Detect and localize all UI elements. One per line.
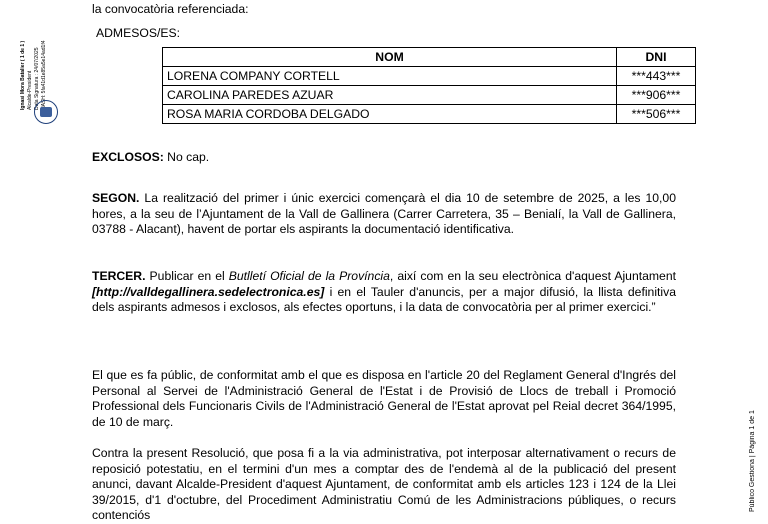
sede-link[interactable]: [http://valldegallinera.sedelectronica.es] [92,284,325,299]
segon-text: La realització del primer i únic exercici començarà el dia 10 de setembre de 2025, a les 10,00 hores, a la seu de l’Ajuntament de la Vall de Gallinera (Carrer Carretera, 35 – Benialí, la Vall de Gallinera, 03788 - Alacant), havent de portar els aspirants la documentació identificativa. [92,191,676,236]
cell-nom: CAROLINA PAREDES AZUAR [163,86,617,105]
municipal-seal-icon [34,100,58,124]
tercer-text-a: Publicar en el [145,269,229,283]
tercer-text-e: i en el Tauler d'anuncis, per a major difusió, la llista definitiva dels aspirants admesos i exclosos, als efectes oportuns, i la data de convocatòria per al primer exercici.” [92,284,676,314]
cell-dni: ***506*** [617,105,696,124]
cell-nom: ROSA MARIA CORDOBA DELGADO [163,105,617,124]
admesos-heading: ADMESOS/ES: [96,26,180,40]
contra-paragraph: Contra la present Resolució, que posa fi a la via administrativa, pot interposar alternativament o recurs de reposició potestatiu, en el termini d'un mes a comptar des de l'endemà al de la publicació del present anunci, davant Alcalde-President d'aquest Ajuntament, de conformitat amb els articles 123 i 124 de la Llei 39/2015, d'1 d'octubre, del Procediment Administratiu Comú de les Administracions públiques, o recurs contenciós [92,446,676,522]
table-row [163,67,696,86]
table-row [163,86,696,105]
tercer-paragraph [92,269,676,316]
cell-dni: ***443*** [617,67,696,86]
signature-date: Data Signatura : 24/07/2025 [34,47,40,110]
exclosos-paragraph [92,150,209,166]
admesos-table [162,47,696,124]
cell-nom: LORENA COMPANY CORTELL [163,67,617,86]
bulletin-name: Butlletí Oficial de la Província [228,269,390,283]
exclosos-label: EXCLOSOS: [92,150,164,164]
public-paragraph: El que es fa públic, de conformitat amb el que es disposa en l'article 20 del Reglament General d'Ingrés del Personal al Servei de l'Administració General de l'Estat i de Provisió de Llocs de treball i Promoció Professional dels Funcionaris Civils de l'Administració General de l'Estat aprovat pel Reial decret 364/1995, de 10 de març. [92,368,676,429]
tercer-label: TERCER. [92,269,146,283]
intro-text: la convocatòria referenciada: [92,2,249,16]
page-footer-note: Público Gestiona | Página 1 de 1 [749,410,756,512]
table-header-row [163,48,696,67]
exclosos-value: No cap. [163,150,210,164]
tercer-text-c: , així com en la seu electrònica d'aquest Ajuntament [389,269,676,283]
signature-role: Alcalde-President [27,70,33,110]
segon-paragraph [92,191,676,238]
signature-signer: Ignasi Mora Batalier ( 1 de 1 ) [20,40,26,110]
table-row [163,105,696,124]
signature-hash: HASH: 5fa41d1e85a5e14ad1f4 [41,40,47,110]
signature-block [20,30,68,110]
cell-dni: ***906*** [617,86,696,105]
column-header-nom: NOM [163,48,617,67]
column-header-dni: DNI [617,48,696,67]
segon-label: SEGON. [92,191,140,205]
